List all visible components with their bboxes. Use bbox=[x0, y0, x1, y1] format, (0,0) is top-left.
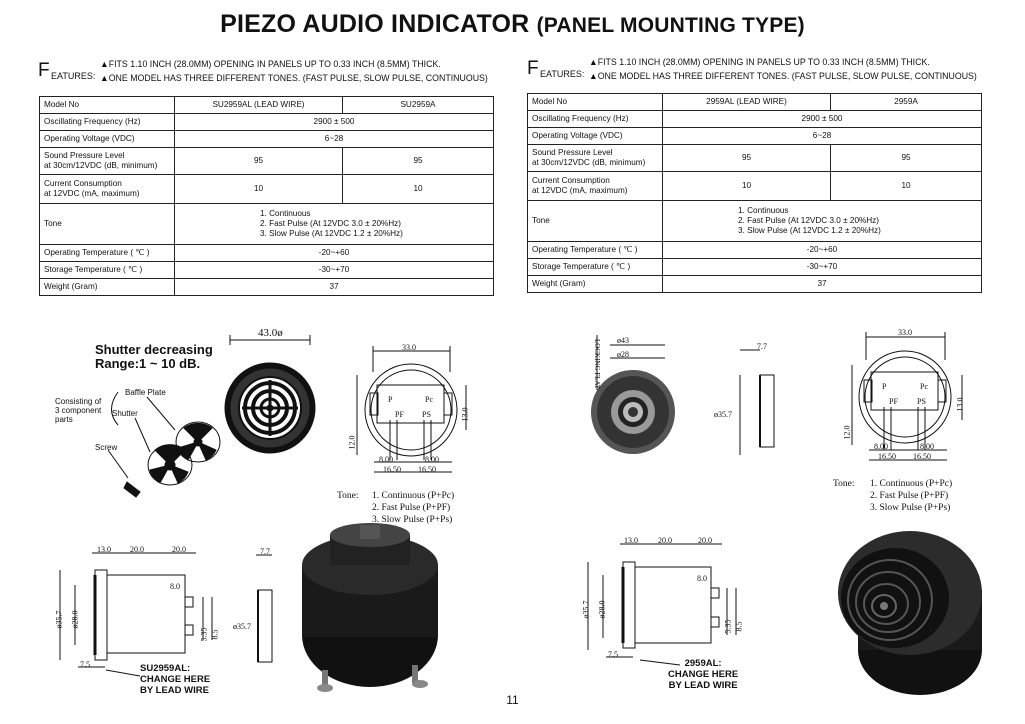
row-value: 10 bbox=[343, 175, 494, 204]
features-label-initial: F bbox=[527, 58, 539, 79]
table-header-model: Model No bbox=[40, 97, 175, 114]
tone-item: 1. Continuous (P+Pc) bbox=[870, 479, 953, 489]
row-label: Operating Temperature ( ℃ ) bbox=[40, 245, 175, 262]
pin-pf: PF bbox=[395, 410, 404, 419]
row-label: Operating Temperature ( ℃ ) bbox=[528, 242, 663, 259]
note-line: BY LEAD WIRE bbox=[668, 680, 738, 691]
row-label-line: Sound Pressure Level bbox=[44, 151, 125, 160]
row-value: 95 bbox=[663, 145, 831, 172]
pin-ps: PS bbox=[917, 397, 926, 406]
row-value: -20~+60 bbox=[175, 245, 494, 262]
screw-label: Screw bbox=[95, 443, 118, 452]
row-value: 95 bbox=[343, 148, 494, 175]
dim-13: 13.0 bbox=[460, 407, 470, 422]
dim-phi-35-7: ø35.7 bbox=[54, 610, 64, 629]
row-label-line: at 12VDC (mA, maximum) bbox=[44, 189, 140, 198]
feature-line-1: ▲FITS 1.10 INCH (28.0MM) OPENING IN PANELS UP TO 0.33 INCH (8.5MM) THICK. bbox=[589, 57, 930, 67]
consisting-line: Consisting of bbox=[55, 397, 102, 406]
row-value: 10 bbox=[663, 172, 831, 201]
row-value: 10 bbox=[831, 172, 982, 201]
row-value: 6~28 bbox=[175, 131, 494, 148]
tone-line: 1. Continuous bbox=[260, 209, 311, 218]
row-label: Weight (Gram) bbox=[40, 279, 175, 296]
dim-20-b: 20.0 bbox=[172, 545, 186, 554]
note-line: SU2959AL: bbox=[140, 663, 191, 674]
row-label-line: Current Consumption bbox=[44, 179, 122, 188]
tone-line: 1. Continuous bbox=[738, 206, 789, 215]
tone-label: Tone: bbox=[833, 479, 855, 489]
row-label: Oscillating Frequency (Hz) bbox=[528, 111, 663, 128]
row-label: Operating Voltage (VDC) bbox=[40, 131, 175, 148]
row-label: Oscillating Frequency (Hz) bbox=[40, 114, 175, 131]
dim-7-7: 7.7 bbox=[260, 547, 270, 556]
dim-20-a: 20.0 bbox=[658, 536, 672, 545]
shutter-part-label: Shutter bbox=[112, 409, 138, 418]
note-line: CHANGE HERE bbox=[140, 674, 211, 685]
shutter-caption-line-1: Shutter decreasing bbox=[95, 342, 213, 357]
features-label: EATURES: bbox=[51, 71, 96, 81]
tone-item: 2. Fast Pulse (P+PF) bbox=[372, 503, 451, 513]
pin-p: P bbox=[882, 382, 887, 391]
row-value: 10 bbox=[175, 175, 343, 204]
note-line: CHANGE HERE bbox=[668, 669, 739, 680]
dim-8-5: 8.5 bbox=[734, 621, 744, 632]
dim-7-7: 7.7 bbox=[757, 342, 767, 351]
tone-line: 2. Fast Pulse (At 12VDC 3.0 ± 20%Hz) bbox=[260, 219, 402, 228]
row-label: Tone bbox=[528, 201, 663, 242]
dim-8-right: 8.00 bbox=[425, 455, 439, 464]
diameter-43: 43.0ø bbox=[258, 327, 283, 339]
dim-8-left: 8.00 bbox=[379, 455, 393, 464]
shutter-caption-line-2: Range:1 ~ 10 dB. bbox=[95, 356, 201, 371]
row-label: Operating Voltage (VDC) bbox=[528, 128, 663, 145]
row-label-line: at 30cm/12VDC (dB, minimum) bbox=[44, 161, 158, 170]
row-value: 2900 ± 500 bbox=[175, 114, 494, 131]
baffle-plate-label: Baffle Plate bbox=[125, 388, 166, 397]
row-value: -20~+60 bbox=[663, 242, 982, 259]
pin-pc: Pc bbox=[425, 395, 433, 404]
row-value: -30~+70 bbox=[175, 262, 494, 279]
tone-line: 3. Slow Pulse (At 12VDC 1.2 ± 20%Hz) bbox=[738, 226, 881, 235]
tone-line: 3. Slow Pulse (At 12VDC 1.2 ± 20%Hz) bbox=[260, 229, 403, 238]
pin-ps: PS bbox=[422, 410, 431, 419]
dim-8-side: 8.0 bbox=[170, 582, 180, 591]
tone-label: Tone: bbox=[337, 491, 359, 501]
tone-item: 1. Continuous (P+Pc) bbox=[372, 491, 455, 501]
pin-pf: PF bbox=[889, 397, 898, 406]
dim-16-5-right: 16.50 bbox=[418, 465, 436, 474]
feature-line-1: ▲FITS 1.10 INCH (28.0MM) OPENING IN PANELS UP TO 0.33 INCH (8.5MM) THICK. bbox=[100, 59, 441, 69]
dim-phi-28: ø28.0 bbox=[597, 600, 607, 619]
dim-13-side: 13.0 bbox=[97, 545, 111, 554]
note-line: BY LEAD WIRE bbox=[140, 685, 209, 696]
dim-8-side: 8.0 bbox=[697, 574, 707, 583]
table-header-model-1: 2959AL (LEAD WIRE) bbox=[663, 94, 831, 111]
row-label: Weight (Gram) bbox=[528, 276, 663, 293]
dim-8-right: 8.00 bbox=[920, 442, 934, 451]
title-sub: (PANEL MOUNTING TYPE) bbox=[536, 14, 805, 37]
feature-line-2: ▲ONE MODEL HAS THREE DIFFERENT TONES. (FAST PULSE, SLOW PULSE, CONTINUOUS) bbox=[589, 71, 977, 81]
table-header-model: Model No bbox=[528, 94, 663, 111]
row-value: 6~28 bbox=[663, 128, 982, 145]
dim-13-side: 13.0 bbox=[624, 536, 638, 545]
row-label-line: Current Consumption bbox=[532, 176, 610, 185]
note-line: 2959AL: bbox=[684, 658, 722, 669]
dim-side-35-7: ø35.7 bbox=[233, 622, 251, 631]
locking-flat-label: LOCKING FLAT bbox=[592, 339, 601, 389]
row-label-line: at 30cm/12VDC (dB, minimum) bbox=[532, 158, 646, 167]
dim-7-5: 7.5 bbox=[80, 660, 90, 669]
dim-33: 33.0 bbox=[402, 343, 416, 352]
row-value: 37 bbox=[663, 276, 982, 293]
dim-12: 12.0 bbox=[842, 425, 852, 440]
dim-phi-28: ø28.0 bbox=[70, 610, 80, 629]
consisting-line: parts bbox=[55, 415, 73, 424]
dim-5-35: 5.35 bbox=[723, 619, 733, 634]
row-label-line: at 12VDC (mA, maximum) bbox=[532, 186, 628, 195]
dim-8-5: 8.5 bbox=[210, 629, 220, 640]
dim-20-b: 20.0 bbox=[698, 536, 712, 545]
dim-phi-43: ø43 bbox=[617, 336, 629, 345]
dim-5-35: 5.35 bbox=[199, 627, 209, 642]
dim-8-left: 8.00 bbox=[874, 442, 888, 451]
table-header-model-1: SU2959AL (LEAD WIRE) bbox=[175, 97, 343, 114]
row-value: 95 bbox=[831, 145, 982, 172]
table-header-model-2: SU2959A bbox=[343, 97, 494, 114]
dim-16-5-left: 16.50 bbox=[878, 452, 896, 461]
dim-33: 33.0 bbox=[898, 328, 912, 337]
features-label: EATURES: bbox=[540, 69, 585, 79]
feature-line-2: ▲ONE MODEL HAS THREE DIFFERENT TONES. (FAST PULSE, SLOW PULSE, CONTINUOUS) bbox=[100, 73, 488, 83]
dim-12: 12.0 bbox=[347, 435, 357, 450]
dim-7-5: 7.5 bbox=[608, 650, 618, 659]
pin-p: P bbox=[388, 395, 393, 404]
row-value: 2900 ± 500 bbox=[663, 111, 982, 128]
dim-phi-35-7: ø35.7 bbox=[581, 600, 591, 619]
title-main: PIEZO AUDIO INDICATOR bbox=[220, 10, 530, 38]
tone-item: 2. Fast Pulse (P+PF) bbox=[870, 491, 949, 501]
row-value: -30~+70 bbox=[663, 259, 982, 276]
pin-pc: Pc bbox=[920, 382, 928, 391]
dim-20-a: 20.0 bbox=[130, 545, 144, 554]
dim-13: 13.0 bbox=[955, 397, 965, 412]
row-value: 95 bbox=[175, 148, 343, 175]
page-number: 11 bbox=[506, 693, 519, 707]
row-label-line: Sound Pressure Level bbox=[532, 148, 613, 157]
consisting-line: 3 component bbox=[55, 406, 102, 415]
row-value: 37 bbox=[175, 279, 494, 296]
features-label-initial: F bbox=[38, 60, 50, 81]
dim-16-5-left: 16.50 bbox=[383, 465, 401, 474]
tone-line: 2. Fast Pulse (At 12VDC 3.0 ± 20%Hz) bbox=[738, 216, 880, 225]
tone-item: 3. Slow Pulse (P+Ps) bbox=[870, 503, 951, 513]
dim-phi-35-7: ø35.7 bbox=[714, 410, 732, 419]
dim-phi-28: ø28 bbox=[617, 350, 629, 359]
row-label: Storage Temperature ( ℃ ) bbox=[528, 259, 663, 276]
row-label: Tone bbox=[40, 204, 175, 245]
table-header-model-2: 2959A bbox=[831, 94, 982, 111]
row-label: Storage Temperature ( ℃ ) bbox=[40, 262, 175, 279]
dim-16-5-right: 16.50 bbox=[913, 452, 931, 461]
tone-item: 3. Slow Pulse (P+Ps) bbox=[372, 515, 453, 525]
